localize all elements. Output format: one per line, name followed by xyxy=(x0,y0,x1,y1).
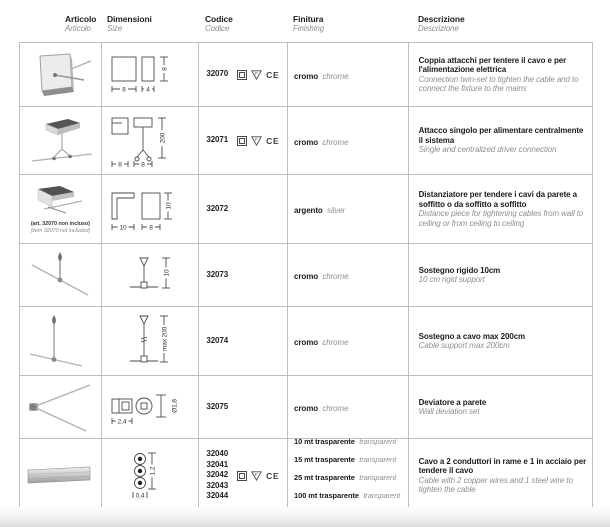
description-en: Connection twin-set to tighten the cable and to connect the fixture to the mains xyxy=(418,74,579,93)
product-image-cell xyxy=(20,244,101,306)
table-row xyxy=(20,243,592,306)
dimensions-cell xyxy=(101,439,199,512)
code-cell xyxy=(198,307,287,375)
ce-mark-icon: CE xyxy=(266,135,280,146)
dim-label: Ø1,8 xyxy=(171,399,179,413)
header-codice xyxy=(198,14,287,42)
finish-it: 100 mt trasparente xyxy=(294,490,359,500)
description-it: Attacco singolo per alimentare centralmente il sistema xyxy=(418,126,584,145)
description-it: Coppia attacchi per tentere il cavo e per l'alimentazione elettrica xyxy=(418,55,567,74)
dim-label: max 200 xyxy=(161,326,169,352)
finish-en: transparent xyxy=(359,454,397,464)
dim-label: 2,4 xyxy=(117,418,127,426)
ribbon-cable-photo xyxy=(24,450,96,502)
dim-label: 10 xyxy=(119,224,127,232)
dim-label: 8 xyxy=(118,161,122,168)
dimension-drawing xyxy=(106,49,194,101)
header-label-en: Finishing xyxy=(293,24,325,33)
code-cell xyxy=(198,43,287,106)
product-code: 32040 xyxy=(206,449,229,459)
product-table xyxy=(19,42,593,513)
dimensions-cell xyxy=(101,107,199,174)
finish-it: argento xyxy=(294,206,323,215)
dimension-drawing xyxy=(106,449,194,503)
product-image-cell xyxy=(20,439,101,512)
header-label-en: Size xyxy=(107,24,123,33)
catalog-sheet xyxy=(19,14,593,513)
wall-deviator-photo xyxy=(24,379,96,435)
f-mark-triangle-icon xyxy=(251,70,262,80)
dim-label: 8 xyxy=(161,66,169,71)
ce-mark-icon: CE xyxy=(266,69,280,80)
code-cell xyxy=(198,175,287,243)
dim-label: 10 xyxy=(165,202,173,210)
product-code: 32071 xyxy=(206,135,229,145)
header-label-en: Codice xyxy=(205,24,230,33)
dimension-drawing xyxy=(106,112,194,170)
finish-it: 25 mt trasparente xyxy=(294,472,355,482)
header-descrizione xyxy=(408,14,593,42)
product-code: 32043 xyxy=(206,480,229,490)
page-bottom-edge xyxy=(0,507,610,527)
code-cell xyxy=(198,244,287,306)
svg-text:F: F xyxy=(255,471,258,477)
finish-cell xyxy=(287,307,408,375)
certification-marks xyxy=(237,70,279,80)
ce-mark-icon: CE xyxy=(266,470,280,481)
product-code: 32074 xyxy=(206,335,229,345)
product-code: 32042 xyxy=(206,470,229,480)
finish-en: silver xyxy=(327,206,346,215)
dim-label: 1,2 xyxy=(149,466,157,475)
finish-it: 10 mt trasparente xyxy=(294,436,355,446)
class-ii-insulation-icon xyxy=(237,471,247,481)
dim-label: 0,4 xyxy=(135,492,145,499)
dim-label: 4 xyxy=(146,86,150,93)
dimensions-cell xyxy=(101,307,199,375)
table-row xyxy=(20,438,592,512)
description-en: Cable support max 200cm xyxy=(418,341,510,350)
svg-text:F: F xyxy=(255,70,258,76)
description-en: Distance piece for tightening cables from wall to ceiling or from ceiling to ceiling xyxy=(418,209,584,228)
dimensions-cell xyxy=(101,43,199,106)
finish-it: 15 mt trasparente xyxy=(294,454,355,464)
header-label-it: Descrizione xyxy=(418,14,465,24)
description-cell xyxy=(408,439,592,512)
description-cell xyxy=(408,43,592,106)
finish-it: cromo xyxy=(294,137,318,147)
dim-label: 200 xyxy=(159,132,167,143)
finish-en: transparent xyxy=(359,472,397,482)
header-label-en: Descrizione xyxy=(418,24,459,33)
finish-cell xyxy=(287,244,408,306)
description-cell xyxy=(408,244,592,306)
finish-it: cromo xyxy=(294,404,318,413)
header-finitura xyxy=(287,14,408,42)
header-label-it: Finitura xyxy=(293,14,324,24)
header-label-it: Articolo xyxy=(65,14,97,24)
dimensions-cell xyxy=(101,376,199,438)
product-image-cell xyxy=(20,107,101,174)
cable-support-photo xyxy=(24,312,96,370)
code-cell xyxy=(198,439,287,512)
certification-marks xyxy=(237,471,279,481)
f-mark-triangle-icon xyxy=(251,471,262,481)
svg-text:F: F xyxy=(255,136,258,142)
header-label-it: Dimensioni xyxy=(107,14,152,24)
product-code: 32075 xyxy=(206,401,229,411)
table-header xyxy=(19,14,593,42)
certification-marks xyxy=(237,136,279,146)
dimensions-cell xyxy=(101,175,199,243)
header-dimensioni xyxy=(100,14,198,42)
finish-cell xyxy=(287,436,408,512)
finish-en: transparent xyxy=(359,436,397,446)
description-en: Cable with 2 copper wires and 1 steel wire to tighten the cable xyxy=(418,475,573,494)
dimension-drawing xyxy=(106,312,194,370)
dimensions-cell xyxy=(101,244,199,306)
dim-label: 10 xyxy=(163,269,171,277)
product-code: 32072 xyxy=(206,203,229,213)
finish-en: chrome xyxy=(322,404,349,413)
table-row xyxy=(20,306,592,375)
product-code: 32044 xyxy=(206,491,229,501)
product-code: 32073 xyxy=(206,269,229,279)
product-code: 32070 xyxy=(206,69,229,79)
description-it: Cavo a 2 conduttori in rame e 1 in acciaio per tendere il cavo xyxy=(418,456,587,475)
description-cell xyxy=(408,307,592,375)
description-it: Distanziatore per tendere i cavi da parete a soffitto o da soffitto a soffitto xyxy=(418,190,577,209)
header-label-en: Articolo xyxy=(65,24,91,33)
table-row xyxy=(20,375,592,438)
description-en: Wall deviation set xyxy=(418,407,480,416)
dimension-drawing xyxy=(106,183,194,235)
wall-twinset-photo xyxy=(24,50,96,100)
dim-label: 8 xyxy=(122,86,126,93)
finish-cell xyxy=(287,175,408,243)
description-it: Sostegno a cavo max 200cm xyxy=(418,331,526,341)
ceiling-driver-photo xyxy=(24,114,96,168)
finish-cell xyxy=(287,107,408,174)
product-code: 32041 xyxy=(206,459,229,469)
finish-en: transparent xyxy=(363,490,401,500)
description-cell xyxy=(408,107,592,174)
header-label-it: Codice xyxy=(205,14,233,24)
caption-it: (art. 32070 non incluso) xyxy=(30,221,90,227)
description-cell xyxy=(408,175,592,243)
dimension-drawing xyxy=(106,385,194,429)
table-row xyxy=(20,43,592,106)
rigid-support-photo xyxy=(24,249,96,301)
dimension-drawing xyxy=(106,252,194,298)
finish-en: chrome xyxy=(322,137,349,147)
finish-it: cromo xyxy=(294,272,318,281)
description-cell xyxy=(408,376,592,438)
table-row xyxy=(20,174,592,243)
image-caption xyxy=(31,221,91,235)
dim-label: 8 xyxy=(149,224,153,232)
finish-it: cromo xyxy=(294,71,318,81)
distance-bracket-photo xyxy=(24,183,96,219)
description-it: Sostegno rigido 10cm xyxy=(418,265,501,275)
f-mark-triangle-icon xyxy=(251,136,262,146)
code-cell xyxy=(198,107,287,174)
finish-cell xyxy=(287,43,408,106)
product-image-cell xyxy=(20,376,101,438)
product-image-cell xyxy=(20,175,101,243)
finish-cell xyxy=(287,376,408,438)
finish-en: chrome xyxy=(322,71,349,81)
finish-en: chrome xyxy=(322,272,349,281)
caption-en: (item 32070 not included) xyxy=(30,228,91,234)
description-it: Deviatore a parete xyxy=(418,397,487,407)
product-image-cell xyxy=(20,307,101,375)
code-cell xyxy=(198,376,287,438)
product-image-cell xyxy=(20,43,101,106)
class-ii-insulation-icon xyxy=(237,70,247,80)
header-articolo xyxy=(19,14,100,42)
table-row xyxy=(20,106,592,174)
description-en: 10 cm rigid support xyxy=(418,275,485,284)
finish-en: chrome xyxy=(322,338,349,347)
finish-it: cromo xyxy=(294,338,318,347)
dim-label: 8 xyxy=(141,161,145,168)
class-ii-insulation-icon xyxy=(237,136,247,146)
description-en: Single and centralized driver connection xyxy=(418,145,557,155)
